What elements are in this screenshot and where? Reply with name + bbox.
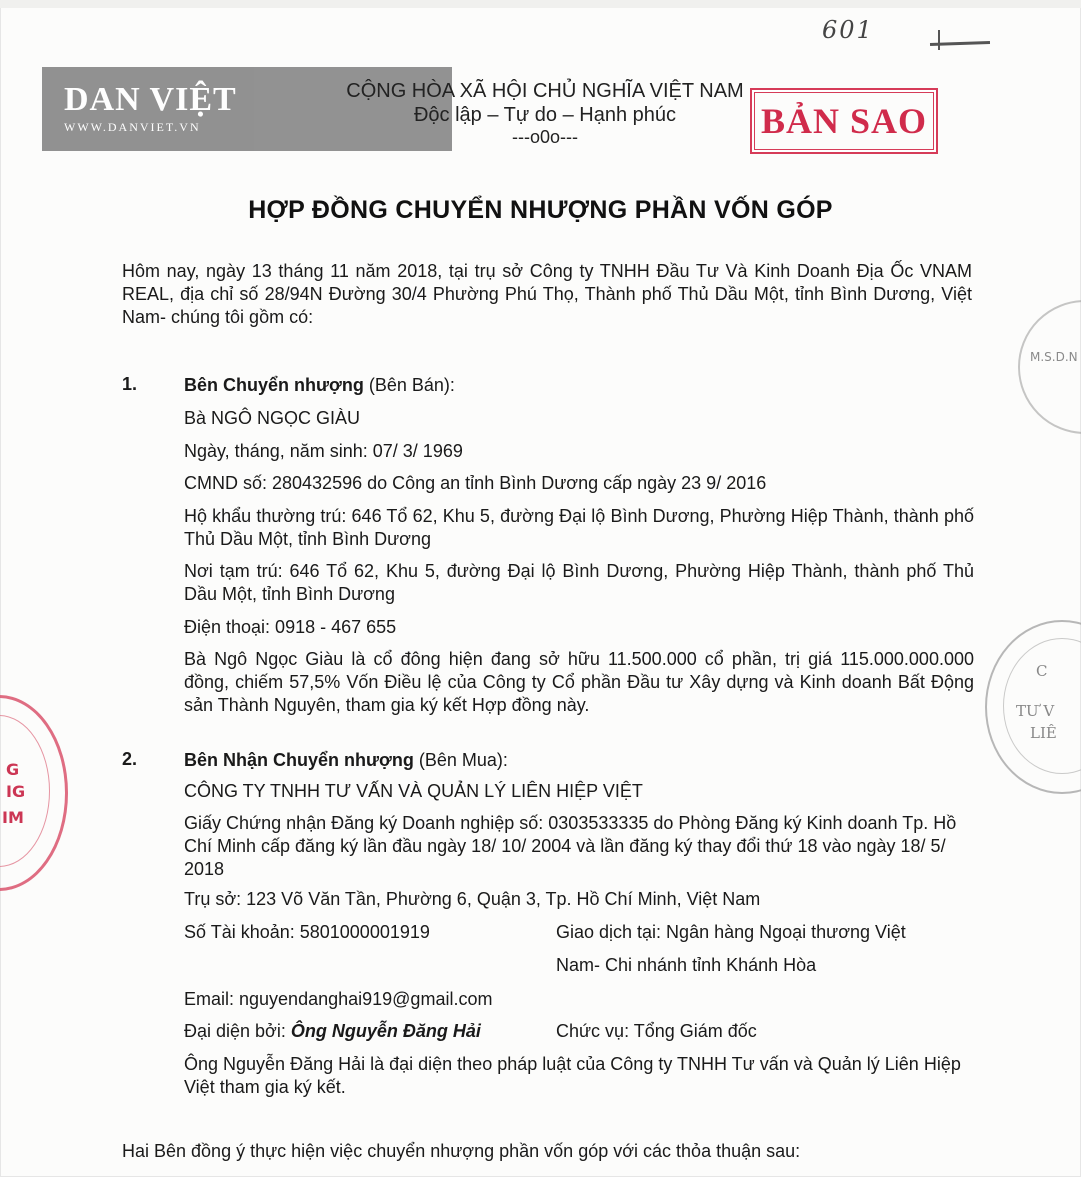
red-seal-mark: IG (6, 782, 26, 801)
copy-stamp: BẢN SAO (750, 88, 938, 154)
grey-seal-top (1018, 300, 1081, 434)
party2-name: CÔNG TY TNHH TƯ VẤN VÀ QUẢN LÝ LIÊN HIỆP VIỆT (184, 781, 643, 801)
representative-label: Đại diện bởi: (184, 1021, 291, 1041)
grey-seal-mark: M.S.D.N (1030, 350, 1078, 364)
party2-number: 2. (122, 749, 138, 769)
watermark-url: WWW.DANVIET.VN (64, 120, 201, 134)
grey-seal-mark: C (1036, 662, 1048, 680)
party1-phone: Điện thoại: 0918 - 467 655 (184, 617, 397, 637)
document-title: HỢP ĐỒNG CHUYỂN NHƯỢNG PHẦN VỐN GÓP (248, 196, 833, 224)
national-motto: Độc lập – Tự do – Hạnh phúc (413, 104, 677, 126)
party1-permanent-address: Hộ khẩu thường trú: 646 Tổ 62, Khu 5, đường Đại lộ Bình Dương, Phường Hiệp Thành, thành phố Thủ Dầu Một, tỉnh Bình Dương (184, 506, 974, 549)
national-header (300, 80, 790, 148)
party2-bank-line2: Nam- Chi nhánh tỉnh Khánh Hòa (556, 955, 817, 975)
handwritten-stroke (938, 30, 940, 50)
party1-statement: Bà Ngô Ngọc Giàu là cổ đông hiện đang sở hữu 11.500.000 cổ phần, trị giá 115.000.000.000 đồng, chiếm 57,5% Vốn Điều lệ của Công ty Cổ phần Đầu tư Xây dựng và Kinh doanh Bất Động sản Thành Nguyên, tham gia ký kết Hợp đồng này. (184, 649, 974, 715)
party2-email: Email: nguyendanghai919@gmail.com (184, 989, 493, 1009)
party2-heading-suffix: (Bên Mua): (413, 750, 508, 770)
party2-position: Chức vụ: Tổng Giám đốc (556, 1021, 757, 1041)
intro-paragraph: Hôm nay, ngày 13 tháng 11 năm 2018, tại trụ sở Công ty TNHH Đầu Tư Và Kinh Doanh Địa Ốc VNAM REAL, địa chỉ số 28/94N Đường 30/4 Phường Phú Thọ, Thành phố Thủ Dầu Một, tỉnh Bình Dương, Việt Nam- chúng tôi gồm có: (122, 261, 972, 327)
closing-line: Hai Bên đồng ý thực hiện việc chuyển nhượng phần vốn góp với các thỏa thuận sau: (122, 1141, 801, 1161)
party1-id-card: CMND số: 280432596 do Công an tỉnh Bình Dương cấp ngày 23 9/ 2016 (184, 473, 767, 493)
grey-seal-mark: TƯ V (1016, 702, 1055, 720)
watermark-logo: DAN VIỆT (64, 81, 237, 118)
party1-number: 1. (122, 374, 138, 394)
party2-statement: Ông Nguyễn Đăng Hải là đại diện theo pháp luật của Công ty TNHH Tư vấn và Quản lý Liên Hiệp Việt tham gia ký kết. (184, 1054, 961, 1097)
representative-name: Ông Nguyễn Đăng Hải (290, 1021, 481, 1041)
party2-account: Số Tài khoản: 5801000001919 (184, 922, 430, 942)
party2-heading (184, 749, 974, 772)
party2-bank-line1: Giao dịch tại: Ngân hàng Ngoại thương Việt (556, 922, 906, 942)
party2-registration: Giấy Chứng nhận Đăng ký Doanh nghiệp số: 0303533335 do Phòng Đăng ký Kinh doanh Tp. Hồ Chí Minh cấp đăng ký lần đầu ngày 18/ 10/ 2004 và lần đăng ký thay đổi thứ 18 vào ngày 18/ 5/ 2018 (184, 813, 957, 879)
party1-heading-label: Bên Chuyển nhượng (184, 375, 364, 395)
party2-representative (184, 1020, 554, 1043)
grey-seal-mark: LIÊ (1030, 724, 1057, 742)
red-seal-mark: G (6, 760, 20, 779)
party1-temporary-address: Nơi tạm trú: 646 Tổ 62, Khu 5, đường Đại lộ Bình Dương, Phường Hiệp Thành, thành phố Thủ Dầu Một, tỉnh Bình Dương (184, 561, 974, 604)
header-separator: ---o0o--- (512, 127, 578, 147)
party1-heading (184, 374, 974, 397)
party1-name: Bà NGÔ NGỌC GIÀU (184, 408, 361, 428)
party1-dob: Ngày, tháng, năm sinh: 07/ 3/ 1969 (184, 441, 463, 461)
handwritten-number: 601 (822, 16, 874, 44)
party2-heading-label: Bên Nhận Chuyển nhượng (184, 750, 414, 770)
national-title: CỘNG HÒA XÃ HỘI CHỦ NGHĨA VIỆT NAM (346, 80, 744, 102)
party1-heading-suffix: (Bên Bán): (363, 375, 455, 395)
party2-office: Trụ sở: 123 Võ Văn Tần, Phường 6, Quận 3, Tp. Hồ Chí Minh, Việt Nam (184, 889, 761, 909)
scan-edge (0, 0, 1081, 8)
red-seal-mark: IM (2, 808, 24, 827)
